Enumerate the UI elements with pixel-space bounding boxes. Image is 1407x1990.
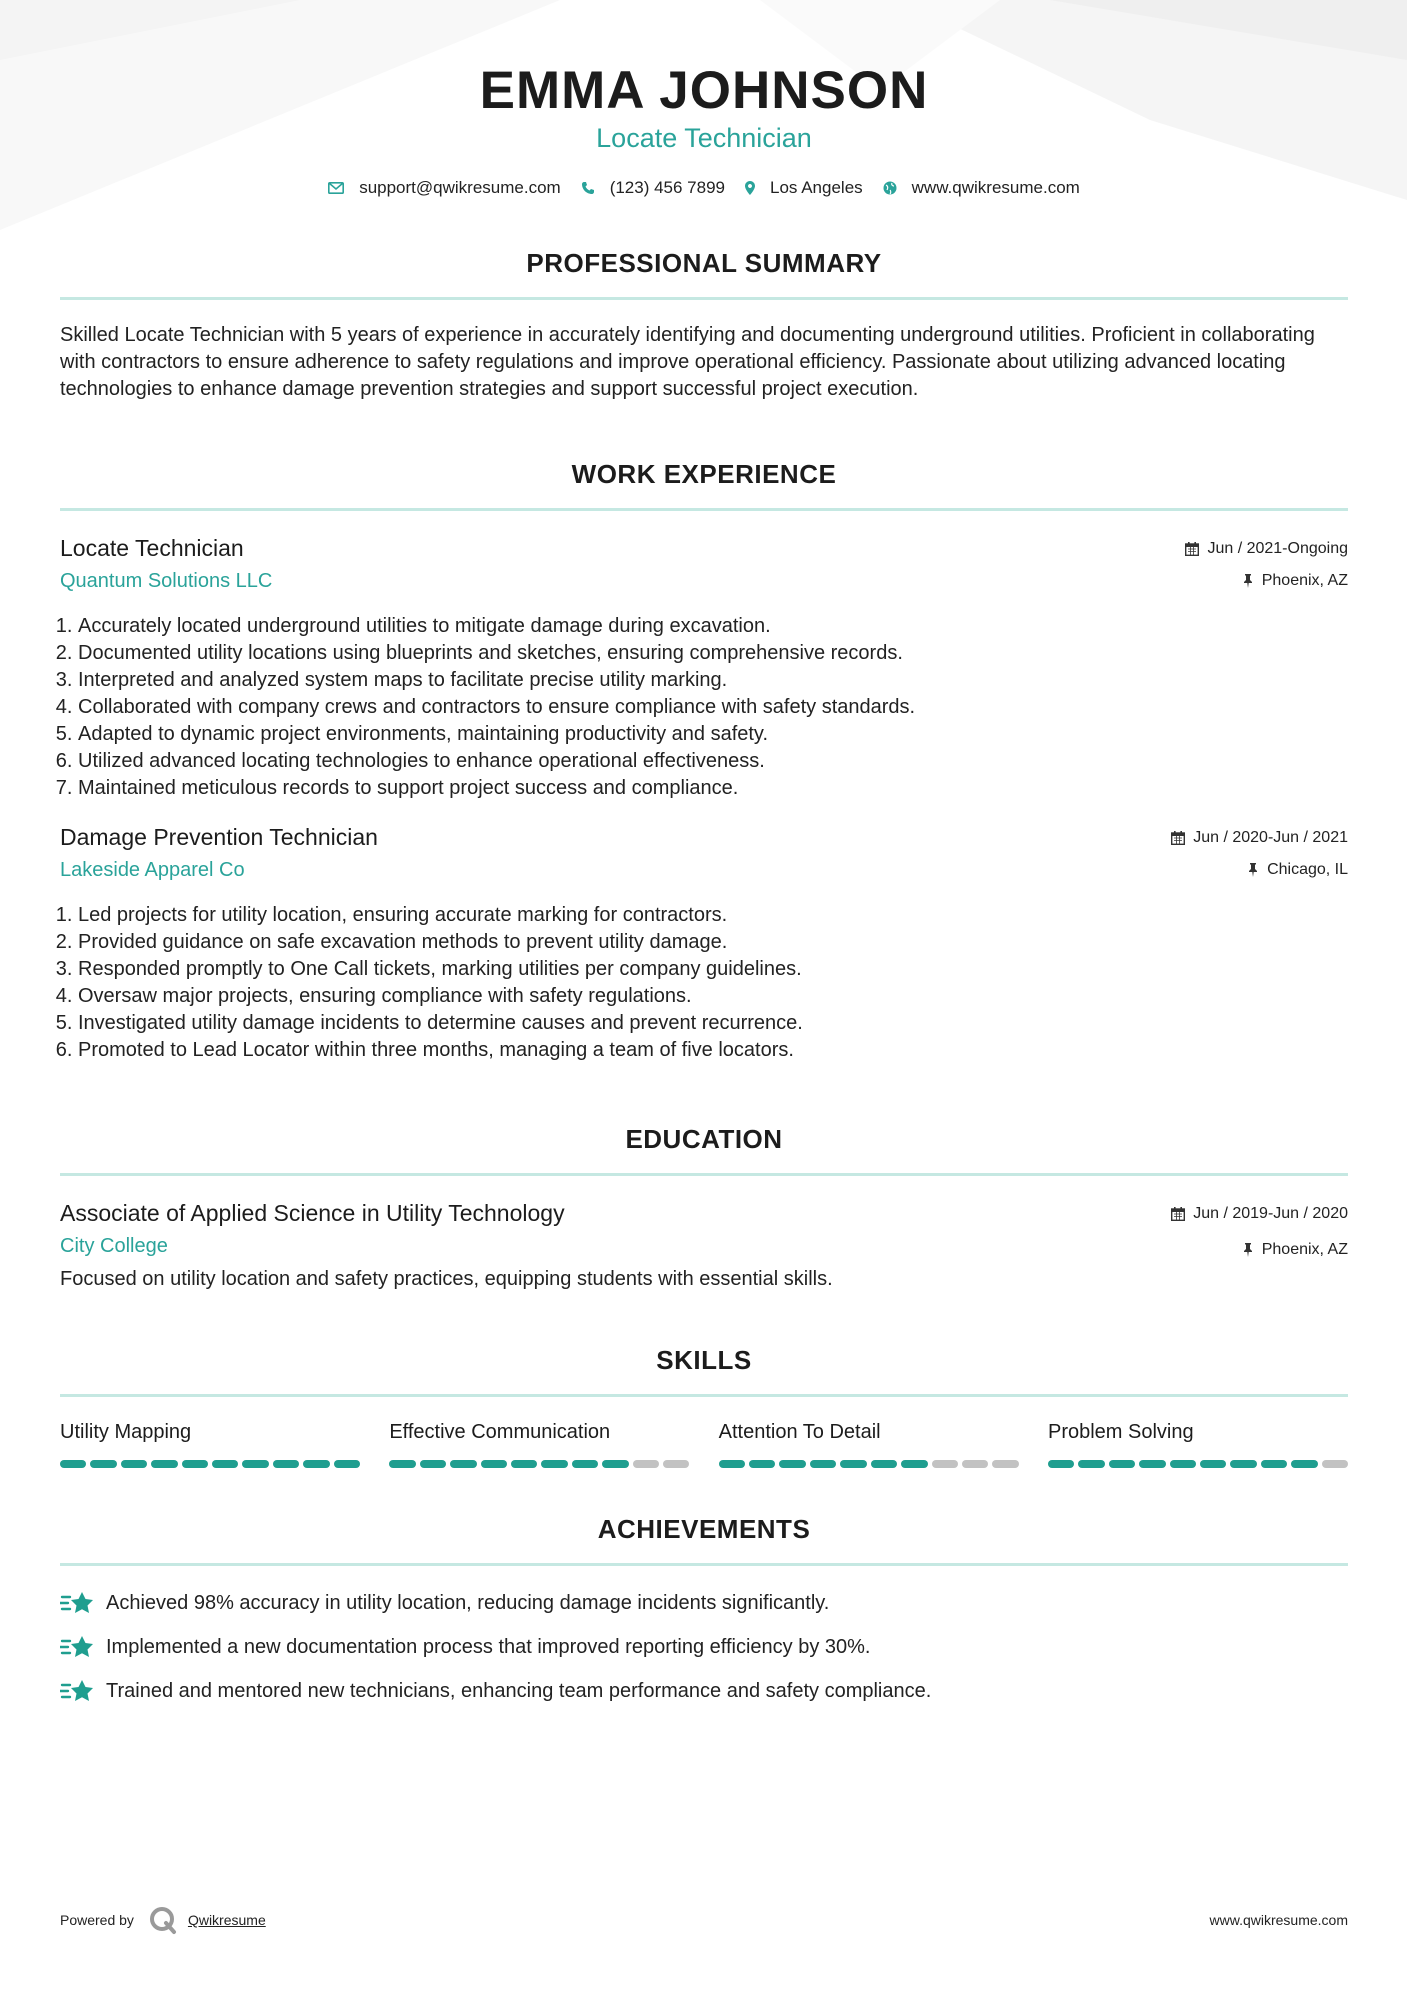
education-dates bbox=[1171, 1204, 1348, 1224]
skill-segment-filled bbox=[151, 1460, 177, 1468]
job-entry bbox=[60, 535, 1348, 802]
skill-segment-empty bbox=[992, 1460, 1018, 1468]
calendar-icon bbox=[1171, 831, 1185, 845]
skill-name: Problem Solving bbox=[1047, 1421, 1194, 1443]
skill-segment-filled bbox=[511, 1460, 537, 1468]
skill-segment-filled bbox=[602, 1460, 628, 1468]
section-divider bbox=[60, 1173, 1348, 1176]
phone-icon bbox=[581, 181, 595, 195]
job-title: Damage Prevention Technician bbox=[60, 824, 378, 850]
skill-segment-filled bbox=[212, 1460, 238, 1468]
bullet-item: 6. Promoted to Lead Locator within three months, managing a team of five locators. bbox=[78, 1037, 1348, 1064]
skill-level-bar bbox=[719, 1460, 1019, 1468]
skill-level-bar bbox=[1048, 1460, 1348, 1468]
bullet-item: 4. Oversaw major projects, ensuring compliance with safety regulations. bbox=[78, 983, 1348, 1010]
skill-item bbox=[389, 1421, 689, 1468]
job-meta bbox=[1171, 828, 1348, 880]
skill-segment-filled bbox=[572, 1460, 598, 1468]
skill-segment-filled bbox=[871, 1460, 897, 1468]
job-location bbox=[1171, 860, 1348, 880]
job-bullets bbox=[60, 613, 1348, 802]
achievement-text: Achieved 98% accuracy in utility location, reducing damage incidents significantly. bbox=[106, 1591, 830, 1614]
pushpin-icon bbox=[1247, 863, 1259, 877]
contact-location bbox=[745, 178, 863, 198]
achievement-item bbox=[60, 1590, 1348, 1616]
resume-page bbox=[60, 0, 1348, 1704]
skill-segment-filled bbox=[1078, 1460, 1104, 1468]
skill-segment-filled bbox=[1291, 1460, 1317, 1468]
job-location bbox=[1185, 571, 1348, 591]
skills-list bbox=[60, 1421, 1348, 1468]
bullet-item: 3. Interpreted and analyzed system maps to facilitate precise utility marking. bbox=[78, 667, 1348, 694]
job-company: Lakeside Apparel Co bbox=[60, 859, 245, 881]
skill-segment-filled bbox=[749, 1460, 775, 1468]
bullet-item: 4. Collaborated with company crews and contractors to ensure compliance with safety standards. bbox=[78, 694, 1348, 721]
skill-segment-filled bbox=[182, 1460, 208, 1468]
education-description: Focused on utility location and safety practices, equipping students with essential skills. bbox=[60, 1268, 833, 1290]
summary-heading: PROFESSIONAL SUMMARY bbox=[526, 248, 882, 278]
skill-segment-filled bbox=[242, 1460, 268, 1468]
skill-segment-empty bbox=[633, 1460, 659, 1468]
footer-brand bbox=[60, 1905, 266, 1935]
bullet-item: 5. Adapted to dynamic project environments, maintaining productivity and safety. bbox=[78, 721, 1348, 748]
achievements-heading: ACHIEVEMENTS bbox=[597, 1514, 811, 1544]
experience-heading: WORK EXPERIENCE bbox=[571, 459, 837, 489]
envelope-icon bbox=[328, 182, 344, 194]
achievement-text: Trained and mentored new technicians, enhancing team performance and safety compliance. bbox=[106, 1679, 932, 1702]
job-meta bbox=[1185, 539, 1348, 591]
job-entry bbox=[60, 824, 1348, 1064]
skill-segment-filled bbox=[840, 1460, 866, 1468]
bullet-item: 5. Investigated utility damage incidents to determine causes and prevent recurrence. bbox=[78, 1010, 1348, 1037]
dates-text: Jun / 2019-Jun / 2020 bbox=[1193, 1205, 1348, 1222]
skill-segment-filled bbox=[1230, 1460, 1256, 1468]
achievement-item bbox=[60, 1678, 1348, 1704]
bullet-item: 3. Responded promptly to One Call tickets, marking utilities per company guidelines. bbox=[78, 956, 1348, 983]
skills-section bbox=[60, 1345, 1348, 1468]
pushpin-icon bbox=[1242, 1243, 1254, 1257]
skill-segment-filled bbox=[90, 1460, 116, 1468]
achievements-section bbox=[60, 1514, 1348, 1704]
skill-segment-filled bbox=[1170, 1460, 1196, 1468]
skill-name: Effective Communication bbox=[389, 1421, 611, 1443]
skill-name: Utility Mapping bbox=[60, 1421, 192, 1443]
summary-text: Skilled Locate Technician with 5 years of experience in accurately identifying and documenting underground utilities. Proficient in collaborating with contractors to ensure adherence to safety regulations and improve operational efficiency. Passionate about utilizing advanced locating technologies to enhance damage prevention strategies and support successful project execution. bbox=[60, 324, 1315, 400]
skill-segment-empty bbox=[962, 1460, 988, 1468]
education-section bbox=[60, 1124, 1348, 1291]
skill-segment-filled bbox=[1109, 1460, 1135, 1468]
contact-email[interactable] bbox=[328, 178, 561, 198]
skill-segment-empty bbox=[1322, 1460, 1348, 1468]
star-achievement-icon bbox=[60, 1633, 96, 1661]
candidate-name: EMMA JOHNSON bbox=[479, 61, 929, 120]
skill-segment-filled bbox=[1200, 1460, 1226, 1468]
summary-section bbox=[60, 248, 1348, 403]
skill-segment-filled bbox=[810, 1460, 836, 1468]
skill-level-bar bbox=[389, 1460, 689, 1468]
skill-segment-filled bbox=[541, 1460, 567, 1468]
achievement-text: Implemented a new documentation process that improved reporting efficiency by 30%. bbox=[106, 1635, 871, 1658]
bullet-item: 2. Documented utility locations using blueprints and sketches, ensuring comprehensive records. bbox=[78, 640, 1348, 667]
resume-header bbox=[60, 60, 1348, 198]
location-text: Los Angeles bbox=[770, 178, 863, 197]
skill-segment-filled bbox=[481, 1460, 507, 1468]
skill-segment-empty bbox=[932, 1460, 958, 1468]
footer-website[interactable]: www.qwikresume.com bbox=[1209, 1912, 1348, 1928]
calendar-icon bbox=[1171, 1207, 1185, 1221]
section-divider bbox=[60, 1394, 1348, 1397]
contact-website[interactable] bbox=[883, 178, 1080, 198]
job-dates bbox=[1171, 828, 1348, 848]
email-text: support@qwikresume.com bbox=[359, 178, 561, 197]
skill-segment-filled bbox=[1048, 1460, 1074, 1468]
skill-segment-filled bbox=[334, 1460, 360, 1468]
dates-text: Jun / 2020-Jun / 2021 bbox=[1193, 829, 1348, 846]
skill-segment-filled bbox=[1261, 1460, 1287, 1468]
education-heading: EDUCATION bbox=[625, 1124, 783, 1154]
skill-segment-empty bbox=[663, 1460, 689, 1468]
skill-segment-filled bbox=[450, 1460, 476, 1468]
job-bullets bbox=[60, 902, 1348, 1064]
contact-bar bbox=[60, 178, 1348, 198]
qwikresume-logo-icon bbox=[148, 1905, 178, 1935]
section-divider bbox=[60, 508, 1348, 511]
candidate-title: Locate Technician bbox=[596, 123, 812, 153]
skill-item bbox=[60, 1421, 360, 1468]
section-divider bbox=[60, 1563, 1348, 1566]
location-text: Chicago, IL bbox=[1267, 861, 1348, 878]
location-text: Phoenix, AZ bbox=[1261, 572, 1348, 589]
skill-segment-filled bbox=[901, 1460, 927, 1468]
contact-phone[interactable] bbox=[581, 178, 725, 198]
phone-text: (123) 456 7899 bbox=[609, 178, 726, 197]
calendar-icon bbox=[1185, 542, 1199, 556]
skill-name: Attention To Detail bbox=[718, 1421, 881, 1443]
job-dates bbox=[1185, 539, 1348, 559]
star-achievement-icon bbox=[60, 1589, 96, 1617]
skill-segment-filled bbox=[779, 1460, 805, 1468]
skill-item bbox=[719, 1421, 1019, 1468]
skill-segment-filled bbox=[420, 1460, 446, 1468]
education-entry bbox=[60, 1200, 1348, 1291]
experience-section bbox=[60, 459, 1348, 1064]
brand-link[interactable]: Qwikresume bbox=[187, 1912, 266, 1928]
degree-title: Associate of Applied Science in Utility Technology bbox=[60, 1200, 565, 1226]
globe-icon bbox=[883, 181, 897, 195]
achievements-list bbox=[60, 1590, 1348, 1704]
skills-heading: SKILLS bbox=[656, 1345, 752, 1375]
education-meta bbox=[1171, 1204, 1348, 1260]
skill-segment-filled bbox=[719, 1460, 745, 1468]
powered-by-label: Powered by bbox=[60, 1912, 134, 1928]
bullet-item: 1. Led projects for utility location, ensuring accurate marking for contractors. bbox=[78, 902, 1348, 929]
bullet-item: 6. Utilized advanced locating technologies to enhance operational effectiveness. bbox=[78, 748, 1348, 775]
job-company: Quantum Solutions LLC bbox=[60, 570, 273, 592]
job-title: Locate Technician bbox=[60, 535, 244, 561]
skill-level-bar bbox=[60, 1460, 360, 1468]
skill-segment-filled bbox=[303, 1460, 329, 1468]
page-footer bbox=[60, 1900, 1348, 1940]
bullet-item: 7. Maintained meticulous records to support project success and compliance. bbox=[78, 775, 1348, 802]
section-divider bbox=[60, 297, 1348, 300]
skill-segment-filled bbox=[273, 1460, 299, 1468]
dates-text: Jun / 2021-Ongoing bbox=[1207, 540, 1348, 557]
pushpin-icon bbox=[1242, 574, 1254, 588]
star-achievement-icon bbox=[60, 1677, 96, 1705]
skill-item bbox=[1048, 1421, 1348, 1468]
skill-segment-filled bbox=[121, 1460, 147, 1468]
education-location bbox=[1171, 1240, 1348, 1260]
website-text: www.qwikresume.com bbox=[911, 178, 1080, 197]
skill-segment-filled bbox=[1139, 1460, 1165, 1468]
achievement-item bbox=[60, 1634, 1348, 1660]
map-pin-icon bbox=[745, 181, 755, 195]
bullet-item: 2. Provided guidance on safe excavation methods to prevent utility damage. bbox=[78, 929, 1348, 956]
skill-segment-filled bbox=[389, 1460, 415, 1468]
skill-segment-filled bbox=[60, 1460, 86, 1468]
bullet-item: 1. Accurately located underground utilities to mitigate damage during excavation. bbox=[78, 613, 1348, 640]
location-text: Phoenix, AZ bbox=[1261, 1241, 1348, 1258]
school-name: City College bbox=[60, 1235, 168, 1257]
